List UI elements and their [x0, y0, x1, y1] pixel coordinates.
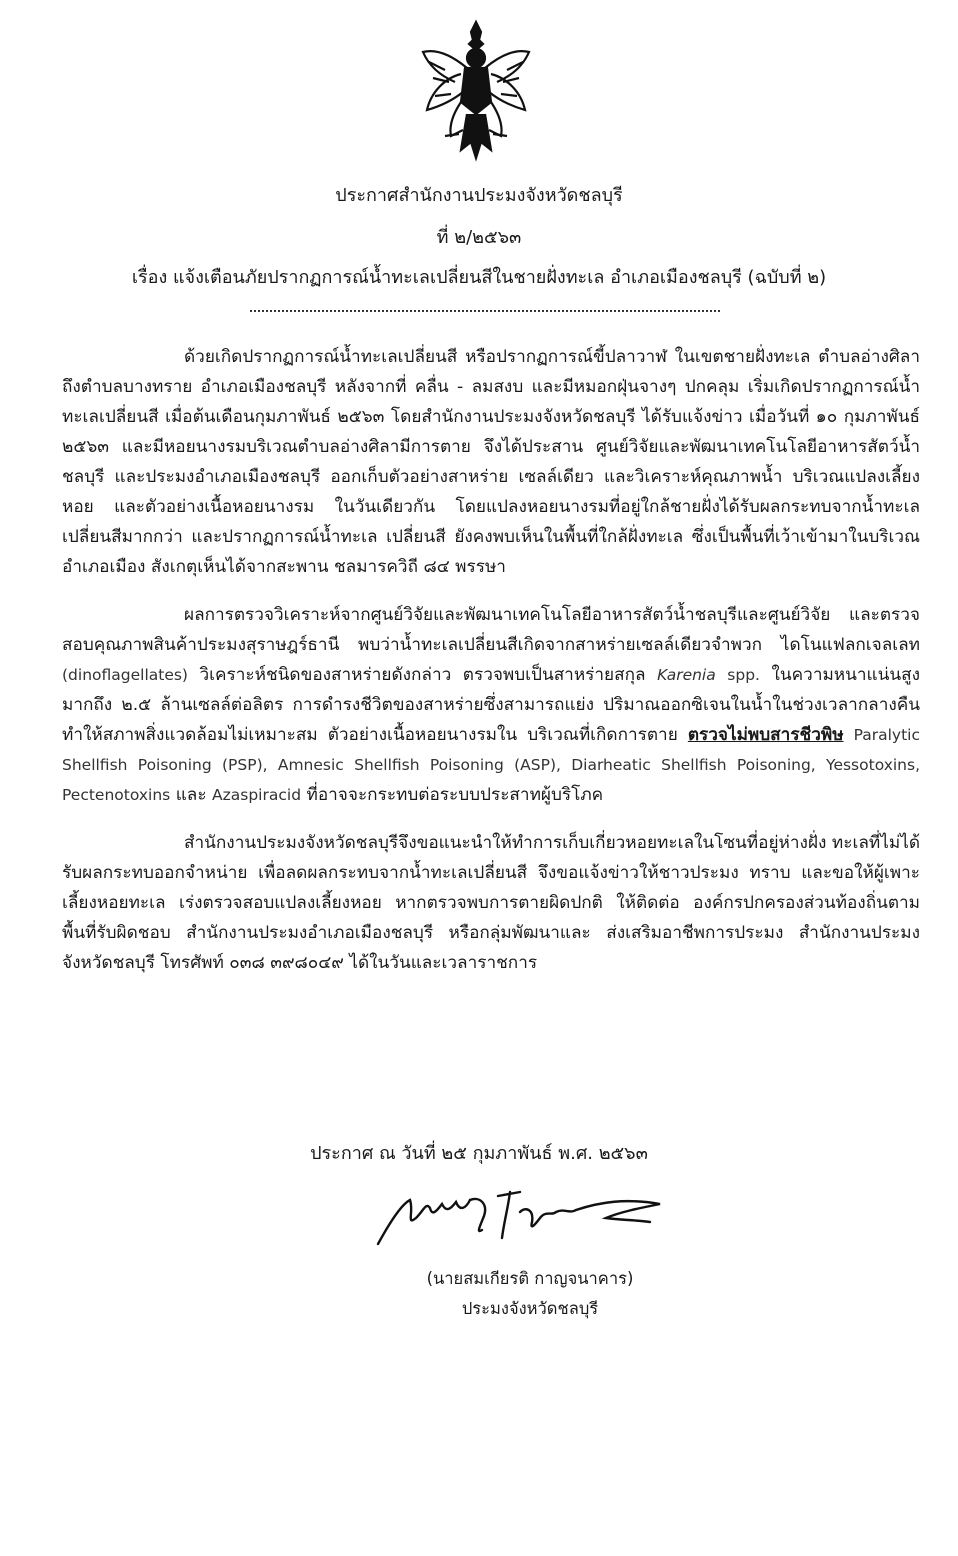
paragraph-2-part-k: ที่อาจจะกระทบต่อระบบประสาทผู้บริโภค	[306, 785, 604, 805]
paragraph-2-and: และ	[175, 785, 207, 805]
garuda-emblem-icon	[415, 18, 537, 168]
paragraph-3: สำนักงานประมงจังหวัดชลบุรีจึงขอแนะนำให้ทำการเก็บเกี่ยวหอยทะเลในโซนที่อยู่ห่างฝั่ง ทะเลที่ไม่ได้รับผลกระทบออกจำหน่าย เพื่อลดผลกระทบจากน้ำทะเลเปลี่ยนสี จึงขอแจ้งข่าวให้ชาวประมง ทราบ และขอให้ผู้เพาะเลี้ยงหอยทะเล เร่งตรวจสอบแปลงเลี้ยงหอย หากตรวจพบการตายผิดปกติ ให้ติดต่อ องค์กรปกครองส่วนท้องถิ่นตามพื้นที่รับผิดชอบ สำนักงานประมงอำเภอเมืองชลบุรี หรือกลุ่มพัฒนาและ ส่งเสริมอาชีพการประมง สำนักงานประมงจังหวัดชลบุรี โทรศัพท์ ๐๓๘ ๓๙๘๐๔๙ ได้ในวันและเวลาราชการ	[62, 833, 920, 973]
announcement-date: ประกาศ ณ วันที่ ๒๕ กุมภาพันธ์ พ.ศ. ๒๕๖๓	[310, 1143, 648, 1164]
paragraph-2	[62, 600, 920, 810]
announcement-number: ที่ ๒/๒๕๖๓	[436, 227, 522, 248]
paragraph-2-spp: spp.	[727, 666, 760, 684]
paragraph-2-dinoflagellates: (dinoflagellates)	[62, 666, 188, 684]
paragraph-2-toxin-list: Paralytic Shellfish Poisoning (PSP), Amnesic Shellfish Poisoning (ASP), Diarheatic Shellfish Poisoning, Yessotoxins, Pectenotoxins	[62, 726, 920, 804]
signer-position: ประมงจังหวัดชลบุรี	[461, 1299, 599, 1318]
announcement-title: ประกาศสำนักงานประมงจังหวัดชลบุรี	[335, 185, 623, 206]
paragraph-2-part-f: ในความหนาแน่นสูงมากถึง ๒.๕ ล้านเซลล์ต่อลิตร การดำรงชีวิตของสาหร่ายซึ่งสามารถแย่ง ปริมาณออกซิเจนในน้ำในช่วงเวลากลางคืน ทำให้สภาพสิ่งแวดล้อมไม่เหมาะสม ตัวอย่างเนื้อหอยนางรมใน บริเวณที่เกิดการตาย	[62, 665, 920, 745]
announcement-body	[62, 342, 920, 996]
paragraph-2-no-toxin-emphasis: ตรวจไม่พบสารชีวพิษ	[687, 725, 844, 745]
paragraph-1: ด้วยเกิดปรากฏการณ์น้ำทะเลเปลี่ยนสี หรือปรากฏการณ์ขี้ปลาวาฬ ในเขตชายฝั่งทะเล ตำบลอ่างศิลาถึงตำบลบางทราย อำเภอเมืองชลบุรี หลังจากที่ คลื่น - ลมสงบ และมีหมอกฝุ่นจางๆ ปกคลุม เริ่มเกิดปรากฏการณ์น้ำทะเลเปลี่ยนสี เมื่อต้นเดือนกุมภาพันธ์ ๒๕๖๓ โดยสำนักงานประมงจังหวัดชลบุรี ได้รับแจ้งข่าว เมื่อวันที่ ๑๐ กุมภาพันธ์ ๒๕๖๓ และมีหอยนางรมบริเวณตำบลอ่างศิลามีการตาย จึงได้ประสาน ศูนย์วิจัยและพัฒนาเทคโนโลยีอาหารสัตว์น้ำชลบุรี และประมงอำเภอเมืองชลบุรี ออกเก็บตัวอย่างสาหร่าย เซลล์เดียว และวิเคราะห์คุณภาพน้ำ บริเวณแปลงเลี้ยงหอย และตัวอย่างเนื้อหอยนางรม ในวันเดียวกัน โดยแปลงหอยนางรมที่อยู่ใกล้ชายฝั่งได้รับผลกระทบจากน้ำทะเลเปลี่ยนสีมากกว่า และปรากฏการณ์น้ำทะเล เปลี่ยนสี ยังคงพบเห็นในพื้นที่ใกล้ฝั่งทะเล ซึ่งเป็นพื้นที่เว้าเข้ามาในบริเวณอำเภอเมือง สังเกตุเห็นได้จากสะพาน ชลมารควิถี ๘๔ พรรษา	[62, 347, 920, 577]
dotted-divider	[250, 310, 720, 312]
paragraph-2-azaspiracid: Azaspiracid	[212, 786, 302, 804]
paragraph-2-part-c: วิเคราะห์ชนิดของสาหร่ายดังกล่าว ตรวจพบเป็นสาหร่ายสกุล	[199, 665, 646, 685]
announcement-subject: เรื่อง แจ้งเตือนภัยปรากฏการณ์น้ำทะเลเปลี่ยนสีในชายฝั่งทะเล อำเภอเมืองชลบุรี (ฉบับที่ ๒)	[131, 267, 827, 288]
signer-name: (นายสมเกียรติ กาญจนาคาร)	[426, 1269, 634, 1288]
paragraph-2-part-a: ผลการตรวจวิเคราะห์จากศูนย์วิจัยและพัฒนาเทคโนโลยีอาหารสัตว์น้ำชลบุรีและศูนย์วิจัย และตรวจสอบคุณภาพสินค้าประมงสุราษฎร์ธานี พบว่าน้ำทะเลเปลี่ยนสีเกิดจากสาหร่ายเซลล์เดียวจำพวก ไดโนแฟลกเจลเลท	[62, 605, 920, 655]
handwritten-signature	[370, 1182, 670, 1252]
paragraph-2-genus: Karenia	[657, 666, 716, 684]
